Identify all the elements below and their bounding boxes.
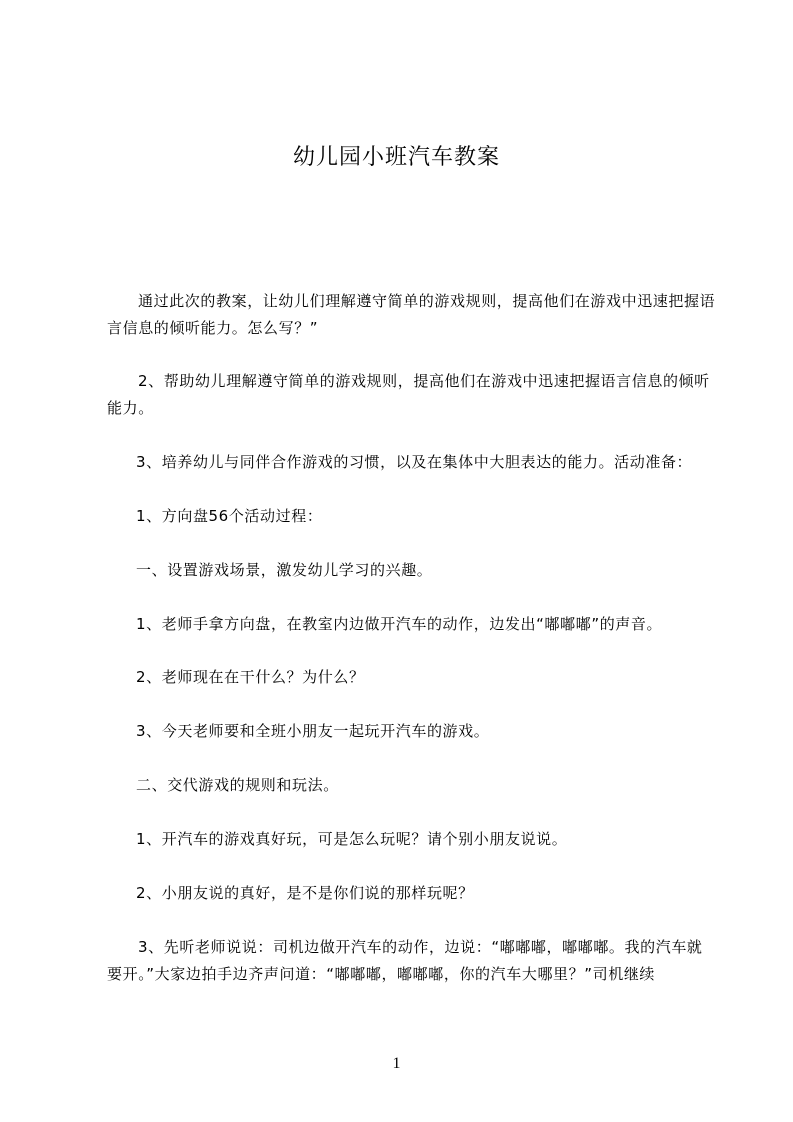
- paragraph-step-2-3: 3、先听老师说说：司机边做开汽车的动作，边说：“嘟嘟嘟，嘟嘟嘟。我的汽车就要开。”大家边拍手边齐声问道：“嘟嘟嘟，嘟嘟嘟，你的汽车大哪里？”司机继续: [107, 938, 703, 983]
- paragraph-step-2-1: 1、开汽车的游戏真好玩，可是怎么玩呢？请个别小朋友说说。: [136, 830, 568, 848]
- paragraph-intro: 通过此次的教案，让幼儿们理解遵守简单的游戏规则，提高他们在游戏中迅速把握语言信息的倾听能力。怎么写？”: [107, 292, 716, 337]
- paragraph-section-1: 一、设置游戏场景，激发幼儿学习的兴趣。: [136, 561, 433, 579]
- paragraph-step-2-2: 2、小朋友说的真好，是不是你们说的那样玩呢？: [136, 884, 474, 902]
- paragraph-preparation: 1、方向盘56个活动过程：: [136, 507, 323, 525]
- paragraph-section-2: 二、交代游戏的规则和玩法。: [136, 776, 339, 794]
- paragraph-step-1-2: 2、老师现在在干什么？为什么？: [136, 668, 365, 686]
- paragraph-goal-3: 3、培养幼儿与同伴合作游戏的习惯，以及在集体中大胆表达的能力。活动准备：: [136, 453, 693, 471]
- document-title: 幼儿园小班汽车教案: [292, 145, 500, 170]
- paragraph-goal-2: 2、帮助幼儿理解遵守简单的游戏规则，提高他们在游戏中迅速把握语言信息的倾听能力。: [107, 372, 710, 417]
- paragraph-step-1-1: 1、老师手拿方向盘，在教室内边做开汽车的动作，边发出“嘟嘟嘟”的声音。: [136, 615, 663, 633]
- paragraph-step-1-3: 3、今天老师要和全班小朋友一起玩开汽车的游戏。: [136, 722, 490, 740]
- page-number: 1: [392, 1055, 401, 1072]
